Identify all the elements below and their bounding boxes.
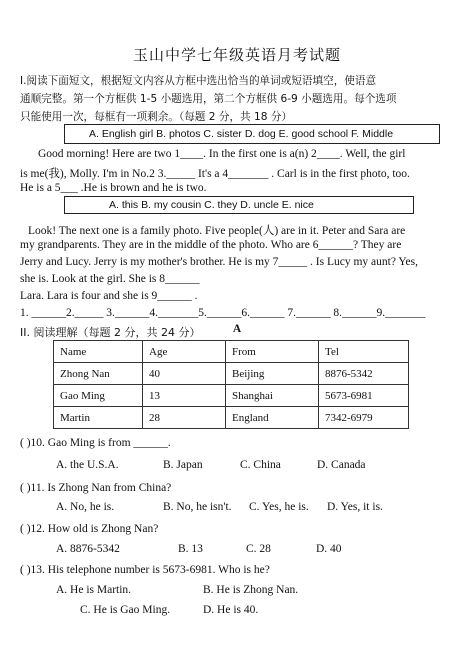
section1-instruction-line-2: 通顺完整。第一个方框供 1-5 小题选用，第二个方框供 6-9 小题选用。每个选项: [20, 93, 397, 105]
question-13-option-c: C. He is Gao Ming.: [80, 604, 171, 616]
question-12-stem: ( )12. How old is Zhong Nan?: [20, 523, 159, 535]
table-header-cell: Name: [54, 341, 143, 363]
answer-blanks-line: 1. ______2._____ 3.______4._______5.______6.______ 7.______ 8.______9._______: [20, 307, 426, 319]
question-10-option-c: C. China: [240, 459, 281, 471]
table-cell: 5673-6981: [319, 385, 409, 407]
table-cell: 13: [143, 385, 226, 407]
paragraph2-line-3: Jerry and Lucy. Jerry is my mother's brother. He is my 7_____ . Is Lucy my aunt? Yes,: [20, 256, 419, 268]
table-header-cell: Tel: [319, 341, 409, 363]
paragraph1-line-3: He is a 5___ .He is brown and he is two.: [20, 182, 207, 194]
paragraph1-line-2: is me(我), Molly. I'm in No.2 3._____ It's a 4_______ . Carl is in the first photo, too.: [20, 168, 410, 180]
question-13-option-d: D. He is 40.: [203, 604, 259, 616]
question-10-option-b: B. Japan: [163, 459, 203, 471]
info-table: [53, 340, 409, 429]
section1-instruction-line-3: 只能使用一次，每框有一项剩余。（每题 2 分，共 18 分）: [20, 111, 293, 123]
word-box-1: [64, 124, 440, 144]
section1-instruction-line-1: Ⅰ.阅读下面短文，根据短文内容从方框中选出恰当的单词或短语填空，使语意: [20, 75, 377, 87]
table-cell: 7342-6979: [319, 407, 409, 429]
question-12-option-a: A. 8876-5342: [56, 543, 120, 555]
table-cell: 28: [143, 407, 226, 429]
word-box-1-text: A. English girl B. photos C. sister D. dog E. good school F. Middle: [89, 128, 394, 140]
table-header-row: [54, 341, 409, 363]
paragraph1-line-1: Good morning! Here are two 1____. In the first one is a(n) 2____. Well, the girl: [38, 148, 406, 160]
question-10-option-a: A. the U.S.A.: [56, 459, 119, 471]
table-cell: Gao Ming: [54, 385, 143, 407]
table-row: [54, 407, 409, 429]
question-13-stem: ( )13. His telephone number is 5673-6981. Who is he?: [20, 564, 270, 576]
paragraph2-line-2: my grandparents. They are in the middle of the photo. Who are 6______? They are: [20, 239, 402, 251]
question-10-option-d: D. Canada: [317, 459, 366, 471]
question-11-option-c: C. Yes, he is.: [249, 501, 309, 513]
question-12-option-d: D. 40: [316, 543, 342, 555]
word-box-2-text: A. this B. my cousin C. they D. uncle E. nice: [109, 199, 314, 211]
question-10-stem: ( )10. Gao Ming is from ______.: [20, 437, 171, 449]
question-13-option-a: A. He is Martin.: [56, 584, 132, 596]
table-cell: Martin: [54, 407, 143, 429]
question-12-option-c: C. 28: [246, 543, 271, 555]
paragraph2-line-1: Look! The next one is a family photo. Five people(人) are in it. Peter and Sara are: [28, 225, 406, 237]
table-label: A: [232, 323, 242, 335]
table-header-cell: From: [226, 341, 319, 363]
paragraph2-line-4: she is. Look at the girl. She is 8______: [20, 273, 200, 285]
table-cell: Shanghai: [226, 385, 319, 407]
table-header-cell: Age: [143, 341, 226, 363]
table-cell: England: [226, 407, 319, 429]
question-11-option-a: A. No, he is.: [56, 501, 115, 513]
table-cell: Beijing: [226, 363, 319, 385]
table-cell: 40: [143, 363, 226, 385]
table-row: [54, 363, 409, 385]
question-11-stem: ( )11. Is Zhong Nan from China?: [20, 482, 172, 494]
table-row: [54, 385, 409, 407]
paragraph2-line-5: Lara. Lara is four and she is 9______ .: [20, 290, 198, 302]
question-11-option-b: B. No, he isn't.: [163, 501, 232, 513]
table-cell: 8876-5342: [319, 363, 409, 385]
word-box-2: [64, 196, 414, 214]
question-11-option-d: D. Yes, it is.: [327, 501, 383, 513]
question-13-option-b: B. He is Zhong Nan.: [203, 584, 299, 596]
question-12-option-b: B. 13: [178, 543, 203, 555]
page-title: 玉山中学七年级英语月考试题: [132, 46, 341, 64]
table-cell: Zhong Nan: [54, 363, 143, 385]
section2-heading: II. 阅读理解（每题 2 分，共 24 分）: [20, 326, 201, 339]
